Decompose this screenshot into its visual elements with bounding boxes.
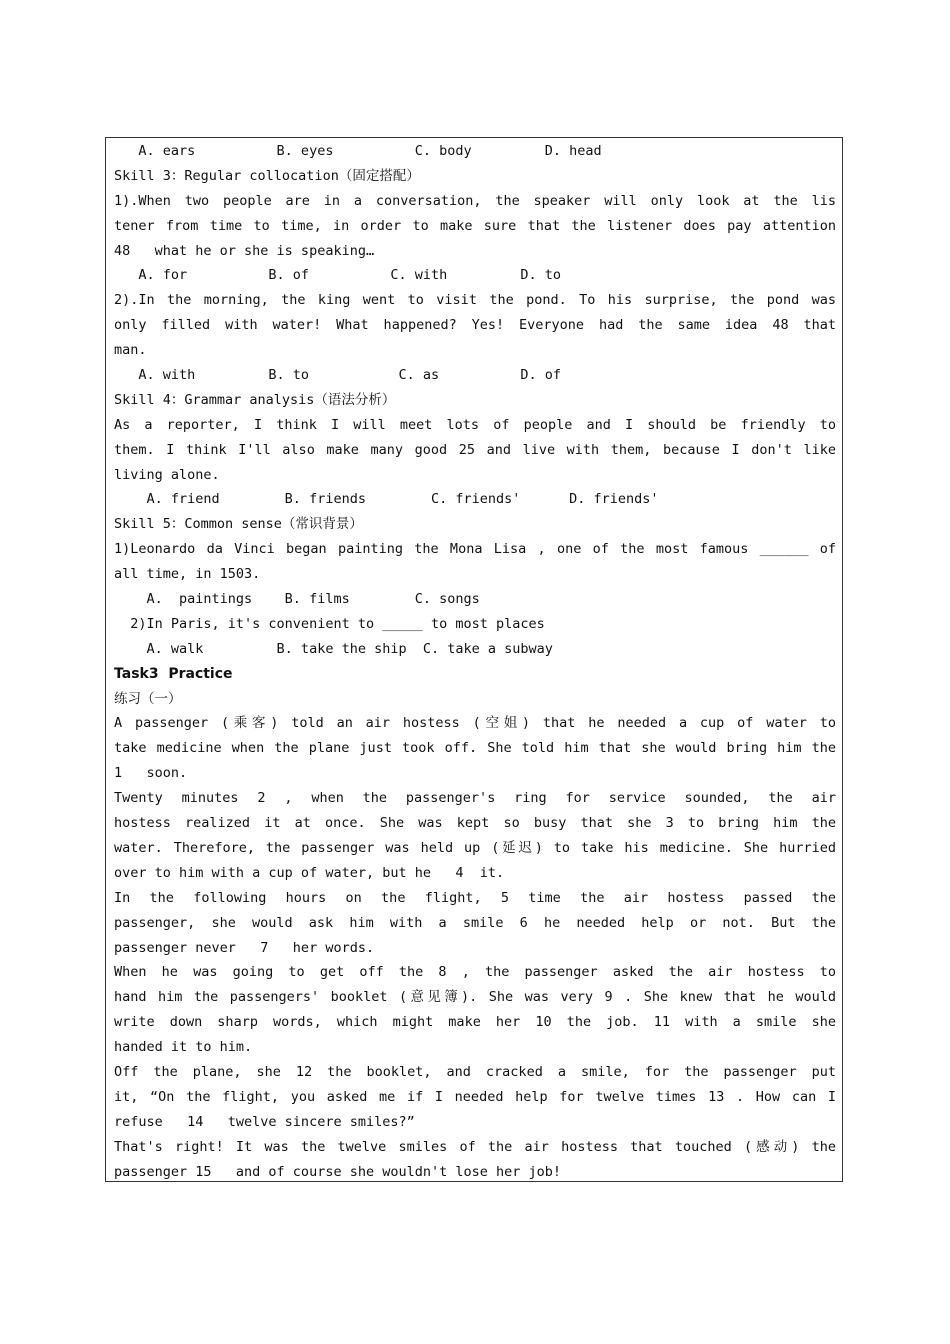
text-line: passenger, she would ask him with a smile 6 he needed help or not. But the xyxy=(114,914,836,931)
text-line: passenger never 7 her words. xyxy=(114,939,375,956)
text-line: man. xyxy=(114,342,147,359)
text-line: A. ears B. eyes C. body D. head xyxy=(114,143,602,159)
text-line: over to him with a cup of water, but he 4 it. xyxy=(114,864,505,881)
text-line: A. for B. of C. with D. to xyxy=(114,267,562,284)
text-line: A. friend B. friends C. friends' D. friends' xyxy=(114,491,659,508)
text-line: When he was going to get off the 8 , the passenger asked the air hostess to xyxy=(114,964,836,981)
text-line: 1 soon. xyxy=(114,765,188,782)
text-line: hostess realized it at once. She was kept so busy that she 3 to bring him the xyxy=(114,815,836,832)
text-line: 1)Leonardo da Vinci began painting the Mona Lisa , one of the most famous ______ of xyxy=(114,541,836,558)
text-line: Skill 4：Grammar analysis（语法分析） xyxy=(114,391,396,408)
text-line: Off the plane, she 12 the booklet, and cracked a smile, for the passenger put xyxy=(114,1063,836,1080)
text-line: Task3 Practice xyxy=(114,665,233,682)
text-line: all time, in 1503. xyxy=(114,566,261,583)
text-line: 练习（一） xyxy=(114,690,182,707)
text-line: A. with B. to C. as D. of xyxy=(114,367,562,384)
text-line: As a reporter, I think I will meet lots of people and I should be friendly to xyxy=(114,416,836,433)
text-line: it, “On the flight, you asked me if I needed help for twelve times 13 . How can I xyxy=(114,1088,836,1105)
text-line: hand him the passengers' booklet (意见簿). She was very 9 . She knew that he would xyxy=(114,989,836,1006)
text-line: only filled with water! What happened? Yes! Everyone had the same idea 48 that xyxy=(114,317,836,334)
text-line: 48 what he or she is speaking… xyxy=(114,242,375,259)
text-line: refuse 14 twelve sincere smiles?” xyxy=(114,1113,415,1130)
text-line: Skill 5：Common sense（常识背景） xyxy=(114,516,363,533)
text-line: water. Therefore, the passenger was held up (延迟) to take his medicine. She hurried xyxy=(114,839,836,856)
text-line: living alone. xyxy=(114,466,220,483)
text-line: That's right! It was the twelve smiles of the air hostess that touched (感动) the xyxy=(114,1138,836,1155)
text-line: passenger 15 and of course she wouldn't lose her job! xyxy=(114,1163,562,1180)
text-line: Twenty minutes 2 , when the passenger's ring for service sounded, the air xyxy=(114,790,836,807)
text-line: take medicine when the plane just took off. She told him that she would bring him the xyxy=(114,740,836,757)
text-line: Skill 3：Regular collocation（固定搭配） xyxy=(114,167,420,184)
worksheet-content xyxy=(114,139,836,1184)
text-line: A passenger (乘客) told an air hostess (空姐) that he needed a cup of water to xyxy=(114,715,836,732)
text-line: 2).In the morning, the king went to visit the pond. To his surprise, the pond was xyxy=(114,292,836,309)
text-line: In the following hours on the flight, 5 time the air hostess passed the xyxy=(114,889,836,906)
text-line: tener from time to time, in order to make sure that the listener does pay attention xyxy=(114,217,836,234)
text-line: 1).When two people are in a conversation, the speaker will only look at the lis xyxy=(114,192,836,209)
text-line: A. walk B. take the ship C. take a subway xyxy=(114,640,553,657)
text-line: A. paintings B. films C. songs xyxy=(114,591,480,608)
text-line: handed it to him. xyxy=(114,1039,253,1056)
text-line: write down sharp words, which might make her 10 the job. 11 with a smile she xyxy=(114,1014,836,1031)
text-line: 2)In Paris, it's convenient to _____ to most places xyxy=(114,615,545,632)
text-line: them. I think I'll also make many good 25 and live with them, because I don't like xyxy=(114,441,836,458)
